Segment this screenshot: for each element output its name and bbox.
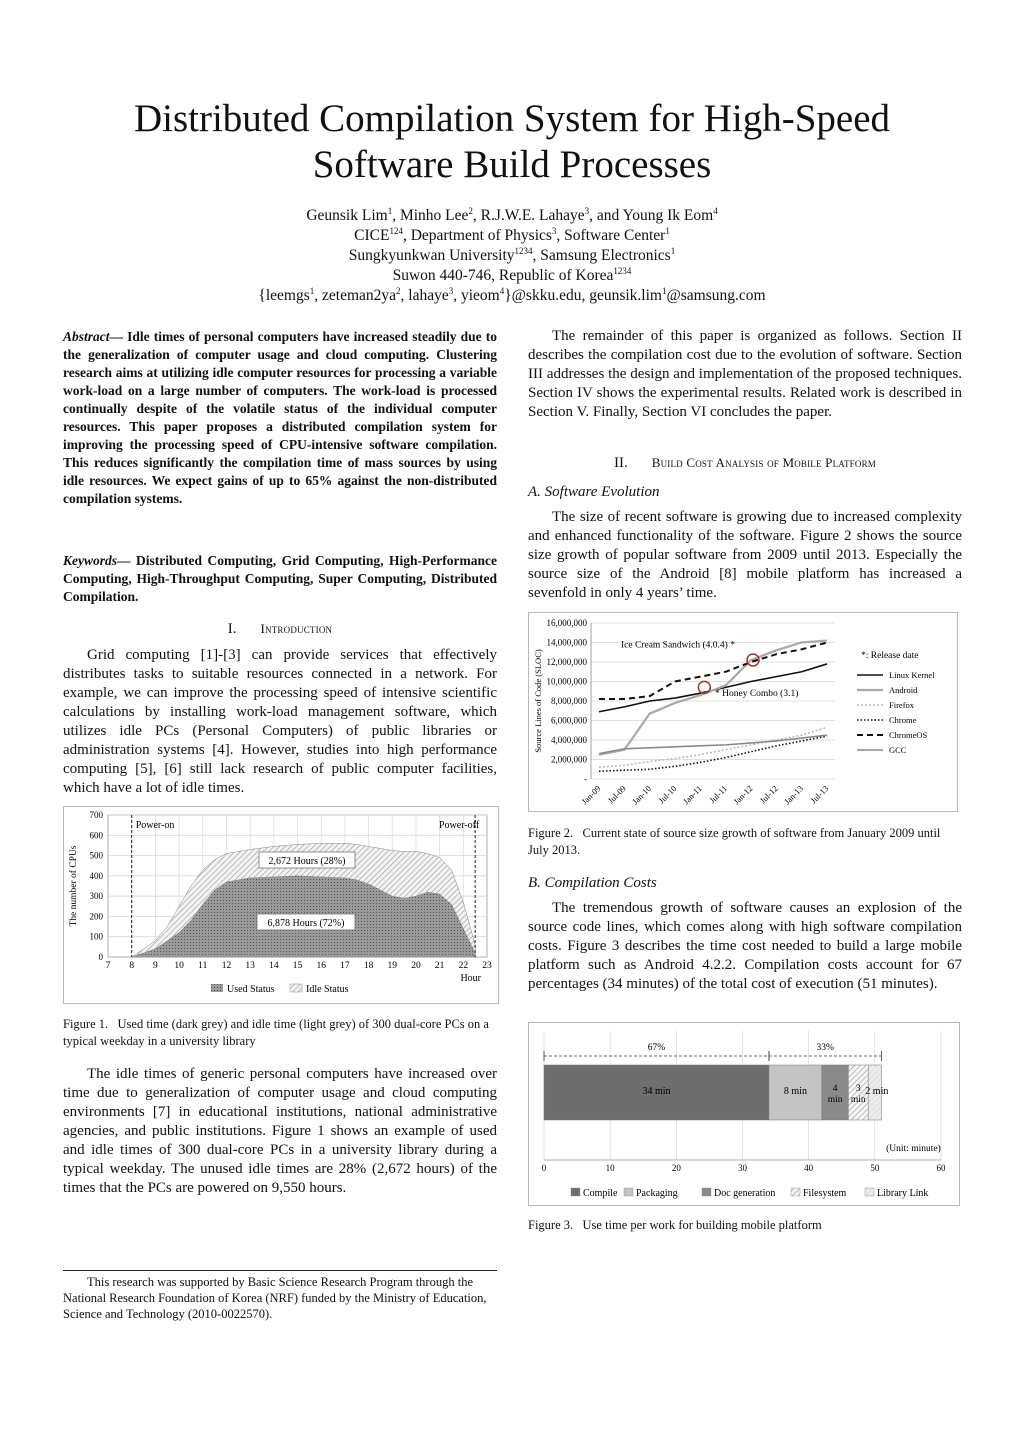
author-block xyxy=(0,206,1024,306)
y-tick-label: 6,000,000 xyxy=(551,715,587,726)
subsection-b-heading: B. Compilation Costs xyxy=(528,875,657,891)
figure-3-caption-label: Figure 3. xyxy=(528,1218,574,1232)
y-tick-label: - xyxy=(584,774,587,784)
y-tick-label: 700 xyxy=(89,810,103,820)
legend-swatch xyxy=(702,1188,711,1196)
y-tick-label: 500 xyxy=(89,850,103,861)
abstract-dash: — xyxy=(109,329,128,344)
keywords-dash: — xyxy=(117,553,136,568)
author-address: Suwon 440-746, Republic of Korea$^{1234}$ xyxy=(392,265,632,284)
bar-label-packaging: 8 min xyxy=(783,1086,807,1097)
x-tick-label: Jul-11 xyxy=(707,783,730,806)
figure-1-caption-label: Figure 1. xyxy=(63,1017,109,1031)
superscript: 4 xyxy=(499,285,505,296)
x-tick-label: 21 xyxy=(434,961,445,971)
x-tick-label: 13 xyxy=(245,961,255,971)
figure-2-caption-text: Current state of source size growth of software from January 2009 until July 2013. xyxy=(528,826,941,857)
y-tick-label: 400 xyxy=(89,870,103,881)
x-tick-label: Jan-10 xyxy=(629,783,654,807)
superscript: 124 xyxy=(389,225,403,236)
x-tick-label: 30 xyxy=(738,1163,747,1173)
subsection-a-paragraph: The size of recent software is growing due to increased complexity and enhanced functionality of the software. Figure 2 shows the source size growth of popular software from 2009 until 2013. Especially the source size of the Android [8] mobile platform has increased a sevenfold in only 4 years’ time. xyxy=(528,509,962,601)
x-tick-label: Jan-09 xyxy=(579,783,603,807)
superscript: 1 xyxy=(670,245,676,256)
bar-label-filesystem: 3 xyxy=(855,1084,861,1094)
keywords-text: Distributed Computing, Grid Computing, High-Performance Computing, High-Throughput Computing, Super Computing, Distributed Compilation. xyxy=(63,553,497,604)
x-tick-label: 20 xyxy=(671,1163,681,1173)
y-tick-label: 16,000,000 xyxy=(546,618,587,628)
abstract xyxy=(63,328,497,508)
y-tick-label: 600 xyxy=(89,830,103,841)
x-tick-label: 18 xyxy=(363,961,374,971)
legend-label: ChromeOS xyxy=(889,730,928,740)
percent-bracket-label: 67% xyxy=(647,1043,666,1053)
legend-label: Android xyxy=(889,685,918,695)
superscript: 1 xyxy=(387,205,393,216)
legend-label: Doc generation xyxy=(714,1188,776,1199)
y-tick-label: 2,000,000 xyxy=(551,754,587,765)
honey-combo-annotation: * Honey Combo (3.1) xyxy=(715,689,799,700)
keywords-label: Keywords xyxy=(63,553,117,568)
x-tick-label: Jan-13 xyxy=(781,783,806,807)
legend-swatch-idle xyxy=(290,984,302,992)
power-on-label: Power-on xyxy=(135,820,175,831)
subsection-b-paragraph: The tremendous growth of software causes an explosion of the source code lines, which comes along with high software compilation costs. Figure 3 describes the time cost needed to build a large mobile platform such as Android 4.2.2. Compilation costs account for 67 percentages (34 minutes) of the total cost of execution (51 minutes). xyxy=(528,900,962,992)
y-tick-label: 100 xyxy=(89,931,103,942)
author-affiliation-2: Sungkyunkwan University$^{1234}$, Samsung Electronics$^1$ xyxy=(348,245,676,264)
legend-label: Firefox xyxy=(889,700,915,710)
bar-label-library-link: 2 min xyxy=(865,1086,889,1097)
x-tick-label: 8 xyxy=(129,961,135,971)
x-tick-label: 22 xyxy=(458,961,469,971)
superscript: 1 xyxy=(665,225,670,236)
section-1-heading xyxy=(63,621,497,638)
x-tick-label: 10 xyxy=(605,1163,615,1173)
x-tick-label: 10 xyxy=(174,961,184,971)
y-tick-label: 14,000,000 xyxy=(546,637,587,648)
legend-label: Packaging xyxy=(636,1188,678,1199)
figure-2 xyxy=(528,612,958,812)
figure-3-caption xyxy=(528,1217,962,1234)
y-tick-label: 200 xyxy=(89,911,103,922)
x-tick-label: Jul-09 xyxy=(605,783,628,806)
legend-label: GCC xyxy=(889,745,907,755)
bar-label-doc-generation: 4 xyxy=(832,1084,838,1094)
subsection-a-heading: A. Software Evolution xyxy=(528,484,660,500)
figure-3-chart xyxy=(529,1023,959,1205)
power-off-label: Power-off xyxy=(438,820,480,831)
superscript: 3 xyxy=(448,285,454,296)
keywords xyxy=(63,552,497,606)
y-axis-label: Source Lines of Code (SLOC) xyxy=(533,649,543,753)
figure-3 xyxy=(528,1022,960,1206)
legend-swatch-used xyxy=(211,984,223,992)
legend-swatch xyxy=(624,1188,633,1196)
section-2-title: Build Cost Analysis of Mobile Platform xyxy=(651,455,876,470)
legend-idle-label: Idle Status xyxy=(306,984,349,995)
x-tick-label: 16 xyxy=(316,961,326,971)
title-line-2: Software Build Processes xyxy=(312,143,712,186)
x-tick-label: 40 xyxy=(804,1163,814,1173)
x-tick-label: 17 xyxy=(340,961,350,971)
legend-label: Filesystem xyxy=(803,1188,847,1199)
intro-paragraph-1: Grid computing [1]-[3] can provide services that effectively distributes tasks to suitable resources connected in a network. For example, we can improve the processing speed of intensive scientific calculations by installing work-load management software, which utilizes idle PCs (Personal Computers) of public libraries or administration systems [4]. However, studies into high performance computing [5], [6] still lack research of public computer facilities, which have a lot of idle times. xyxy=(63,647,497,796)
legend-label: Library Link xyxy=(877,1188,929,1199)
x-tick-label: 9 xyxy=(153,961,158,971)
figure-1-caption xyxy=(63,1016,497,1050)
y-tick-label: 10,000,000 xyxy=(546,676,587,687)
y-axis-label: The number of CPUs xyxy=(69,845,79,927)
intro-paragraph-2: The idle times of generic personal computers have increased over time due to generalization of computer usage and cloud computing environments [7] in educational institutions, national administrative agencies, and public institutions. Figure 1 shows an example of used and idle times of 300 dual-core PCs in a university library during a typical weekday. The unused idle times are 28% (2,672 hours) of the times that the PCs are powered on 9,550 hours. xyxy=(63,1066,497,1196)
superscript: 1 xyxy=(661,285,667,296)
section-2-heading xyxy=(528,455,962,472)
x-tick-label: 12 xyxy=(221,961,232,971)
superscript: 1234 xyxy=(514,245,533,256)
figure-2-caption-label: Figure 2. xyxy=(528,826,574,840)
x-tick-label: Jan-11 xyxy=(680,783,704,807)
abstract-text: Idle times of personal computers have increased steadily due to the generalization of computer usage and cloud computing. Clustering research aims at utilizing idle computer resources for processing a variable work-load on a large number of computers. The work-load is processed continually despite of the volatile status of the individual computer resources. This paper proposes a distributed compilation system for improving the processing speed of CPU-intensive software compilation. This reduces significantly the compilation time of mass sources by using idle resources. We expect gains of up to 65% against the non-distributed compilation systems. xyxy=(63,329,497,506)
bar-label-doc-generation-unit: min xyxy=(827,1095,843,1105)
title-line-1: Distributed Compilation System for High-Speed xyxy=(133,97,891,140)
abstract-label: Abstract xyxy=(63,329,110,344)
x-axis-label: Hour xyxy=(460,973,481,984)
section-1-number: I. xyxy=(227,621,237,637)
footnote-rule xyxy=(63,1270,497,1271)
figure-3-caption-text: Use time per work for building mobile platform xyxy=(582,1218,822,1232)
paper-title xyxy=(0,96,1024,188)
superscript: 1 xyxy=(309,285,315,296)
section-2-number: II. xyxy=(613,455,628,471)
figure-1 xyxy=(63,806,499,1004)
x-tick-label: 50 xyxy=(870,1163,880,1173)
author-names: Geunsik Lim$^1$, Minho Lee$^2$, R.J.W.E. Lahaye$^3$, and Young Ik Eom$^4$ xyxy=(306,205,718,224)
figure-2-chart xyxy=(529,613,957,811)
legend-swatch xyxy=(571,1188,580,1196)
author-affiliation-1: CICE$^{124}$, Department of Physics$^3$, Software Center$^1$ xyxy=(354,225,670,244)
superscript: 1234 xyxy=(613,265,632,276)
superscript: 2 xyxy=(396,285,401,296)
y-tick-label: 0 xyxy=(98,952,103,962)
bar-label-compile: 34 min xyxy=(642,1086,671,1097)
y-tick-label: 4,000,000 xyxy=(551,735,587,745)
y-tick-label: 300 xyxy=(89,891,103,902)
unit-label: (Unit: minute) xyxy=(886,1144,941,1154)
superscript: 3 xyxy=(551,225,557,236)
legend-swatch xyxy=(791,1188,800,1196)
figure-1-caption-text: Used time (dark grey) and idle time (light grey) of 300 dual-core PCs on a typical weekday in a university library xyxy=(63,1017,489,1048)
x-tick-label: 0 xyxy=(541,1163,547,1173)
legend-label: Compile xyxy=(583,1188,618,1199)
x-tick-label: 23 xyxy=(482,961,492,971)
percent-bracket-label: 33% xyxy=(816,1043,834,1053)
x-tick-label: Jan-12 xyxy=(731,783,755,807)
figure-2-caption xyxy=(528,825,962,859)
bar-label-filesystem-unit: min xyxy=(850,1095,866,1105)
x-tick-label: 7 xyxy=(105,961,111,971)
x-tick-label: Jul-10 xyxy=(656,783,679,806)
idle-hours-annotation: 2,672 Hours (28%) xyxy=(268,856,346,867)
legend-label: Chrome xyxy=(889,715,917,725)
x-tick-label: 60 xyxy=(936,1163,946,1173)
legend-swatch xyxy=(865,1188,874,1196)
legend-label: Linux Kernel xyxy=(889,670,935,680)
x-tick-label: Jul-13 xyxy=(808,783,831,806)
x-tick-label: Jul-12 xyxy=(757,783,780,806)
figure-1-chart xyxy=(64,807,498,1003)
y-tick-label: 12,000,000 xyxy=(546,657,587,667)
ice-cream-sandwich-annotation: Ice Cream Sandwich (4.0.4) * xyxy=(621,640,735,651)
superscript: 3 xyxy=(584,205,590,216)
superscript: 2 xyxy=(468,205,473,216)
author-emails: {leemgs$^1$, $zeteman2ya^2$, lahaye$^3$, yieom$^4$}@skku.edu, $geunsik.\lim^1@samsung.com$ xyxy=(258,285,766,304)
x-tick-label: 11 xyxy=(198,961,208,971)
legend-used-label: Used Status xyxy=(227,984,275,995)
section-1-title: Introduction xyxy=(260,621,333,636)
used-hours-annotation: 6,878 Hours (72%) xyxy=(267,918,345,929)
legend-release-date: *: Release date xyxy=(861,651,919,661)
superscript: 4 xyxy=(713,205,718,216)
x-tick-label: 14 xyxy=(269,961,279,971)
organization-paragraph: The remainder of this paper is organized as follows. Section II describes the compilation cost due to the evolution of software. Section III addresses the design and implementation of the proposed techniques. Section IV shows the experimental results. Related work is described in Section V. Finally, Section VI concludes the paper. xyxy=(528,328,962,420)
x-tick-label: 20 xyxy=(411,961,421,971)
footnote: This research was supported by Basic Science Research Program through the National Research Foundation of Korea (NRF) funded by the Ministry of Education, Science and Technology (2010-0022570). xyxy=(63,1275,487,1321)
y-tick-label: 8,000,000 xyxy=(551,696,587,706)
x-tick-label: 15 xyxy=(292,961,303,971)
x-tick-label: 19 xyxy=(387,961,397,971)
